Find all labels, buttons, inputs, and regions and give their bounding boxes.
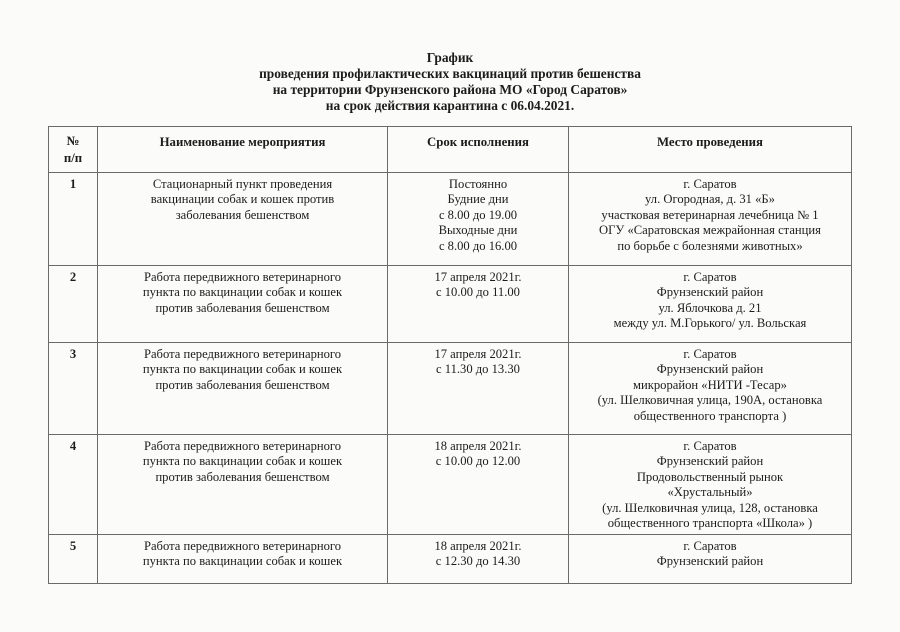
event-name [98,343,388,435]
event-name-line: пункта по вакцинации собак и кошек [142,554,343,569]
event-name-line: против заболевания бешенством [155,377,330,392]
place-line: г. Саратов [683,539,737,553]
term-line: с 8.00 до 19.00 [438,207,518,222]
title-line: на территории Фрунзенского района МО «Город Саратов» [272,82,628,97]
term-line: Будние дни [447,192,509,207]
place-line: ул. Огородная, д. 31 «Б» [645,192,775,207]
table-row [49,535,852,584]
table-row [49,435,852,535]
row-number: 4 [49,435,98,535]
place-line: г. Саратов [683,177,737,191]
place-line: по борьбе с болезнями животных» [617,238,803,253]
event-term [388,343,569,435]
row-number: 3 [49,343,98,435]
term-line: 17 апреля 2021г. [434,270,522,284]
event-place [569,343,852,435]
event-name-line: заболевания бешенством [175,207,310,222]
term-line: с 8.00 до 16.00 [438,238,518,253]
term-line: 18 апреля 2021г. [434,439,522,453]
event-name-line: Работа передвижного ветеринарного [143,270,342,284]
title-line: на срок действия карантина с 06.04.2021. [325,98,575,113]
event-name-line: Работа передвижного ветеринарного [143,539,342,553]
place-line: общественного транспорта «Школа» ) [607,516,813,531]
event-name-line: Стационарный пункт проведения [152,177,333,191]
event-term [388,173,569,266]
event-term [388,266,569,343]
header-number-label: п/п [63,151,83,165]
term-line: 18 апреля 2021г. [434,539,522,553]
event-name [98,173,388,266]
event-name-line: вакцинации собак и кошек против [150,192,335,207]
event-name-line: пункта по вакцинации собак и кошек [142,285,343,300]
place-line: участковая ветеринарная лечебница № 1 [601,207,819,222]
header-place: Место проведения [569,127,852,173]
place-line: между ул. М.Горького/ ул. Вольская [613,316,807,331]
place-line: «Хрустальный» [667,485,753,500]
place-line: Продовольственный рынок [636,469,784,484]
place-line: Фрунзенский район [656,362,764,377]
event-name-line: пункта по вакцинации собак и кошек [142,362,343,377]
header-term: Срок исполнения [388,127,569,173]
event-place [569,435,852,535]
event-name-line: пункта по вакцинации собак и кошек [142,454,343,469]
term-line: Постоянно [448,177,508,191]
place-line: г. Саратов [683,347,737,361]
place-line: ул. Яблочкова д. 21 [658,300,762,315]
header-number-symbol: № [66,134,80,148]
vaccination-schedule-table [48,126,852,584]
place-line: Фрунзенский район [656,285,764,300]
event-name-line: Работа передвижного ветеринарного [143,347,342,361]
place-line: микрорайон «НИТИ -Тесар» [633,377,787,392]
header-event-name: Наименование мероприятия [98,127,388,173]
event-name [98,266,388,343]
document-title [0,50,900,114]
event-name [98,535,388,584]
event-name-line: против заболевания бешенством [155,300,330,315]
event-place [569,266,852,343]
table-header-row [49,127,852,173]
row-number: 2 [49,266,98,343]
place-line: г. Саратов [683,439,737,453]
place-line: г. Саратов [683,270,737,284]
term-line: 17 апреля 2021г. [434,347,522,361]
term-line: с 10.00 до 11.00 [436,285,520,300]
title-line: График [426,50,474,65]
place-line: (ул. Шелковичная улица, 190А, остановка [597,393,823,408]
term-line: с 12.30 до 14.30 [435,554,521,569]
place-line: ОГУ «Саратовская межрайонная станция [599,223,821,238]
event-name-line: против заболевания бешенством [155,469,330,484]
place-line: Фрунзенский район [656,454,764,469]
table-row [49,343,852,435]
event-name-line: Работа передвижного ветеринарного [143,439,342,453]
table-row [49,266,852,343]
row-number: 1 [49,173,98,266]
term-line: Выходные дни [438,223,518,238]
event-term [388,535,569,584]
row-number: 5 [49,535,98,584]
place-line: (ул. Шелковичная улица, 128, остановка [602,500,818,515]
event-place [569,173,852,266]
place-line: общественного транспорта ) [633,408,787,423]
term-line: с 10.00 до 12.00 [435,454,521,469]
event-term [388,435,569,535]
place-line: Фрунзенский район [656,554,764,569]
title-line: проведения профилактических вакцинаций против бешенства [259,66,641,81]
header-number [49,127,98,173]
event-name [98,435,388,535]
event-place [569,535,852,584]
table-row [49,173,852,266]
term-line: с 11.30 до 13.30 [436,362,520,377]
